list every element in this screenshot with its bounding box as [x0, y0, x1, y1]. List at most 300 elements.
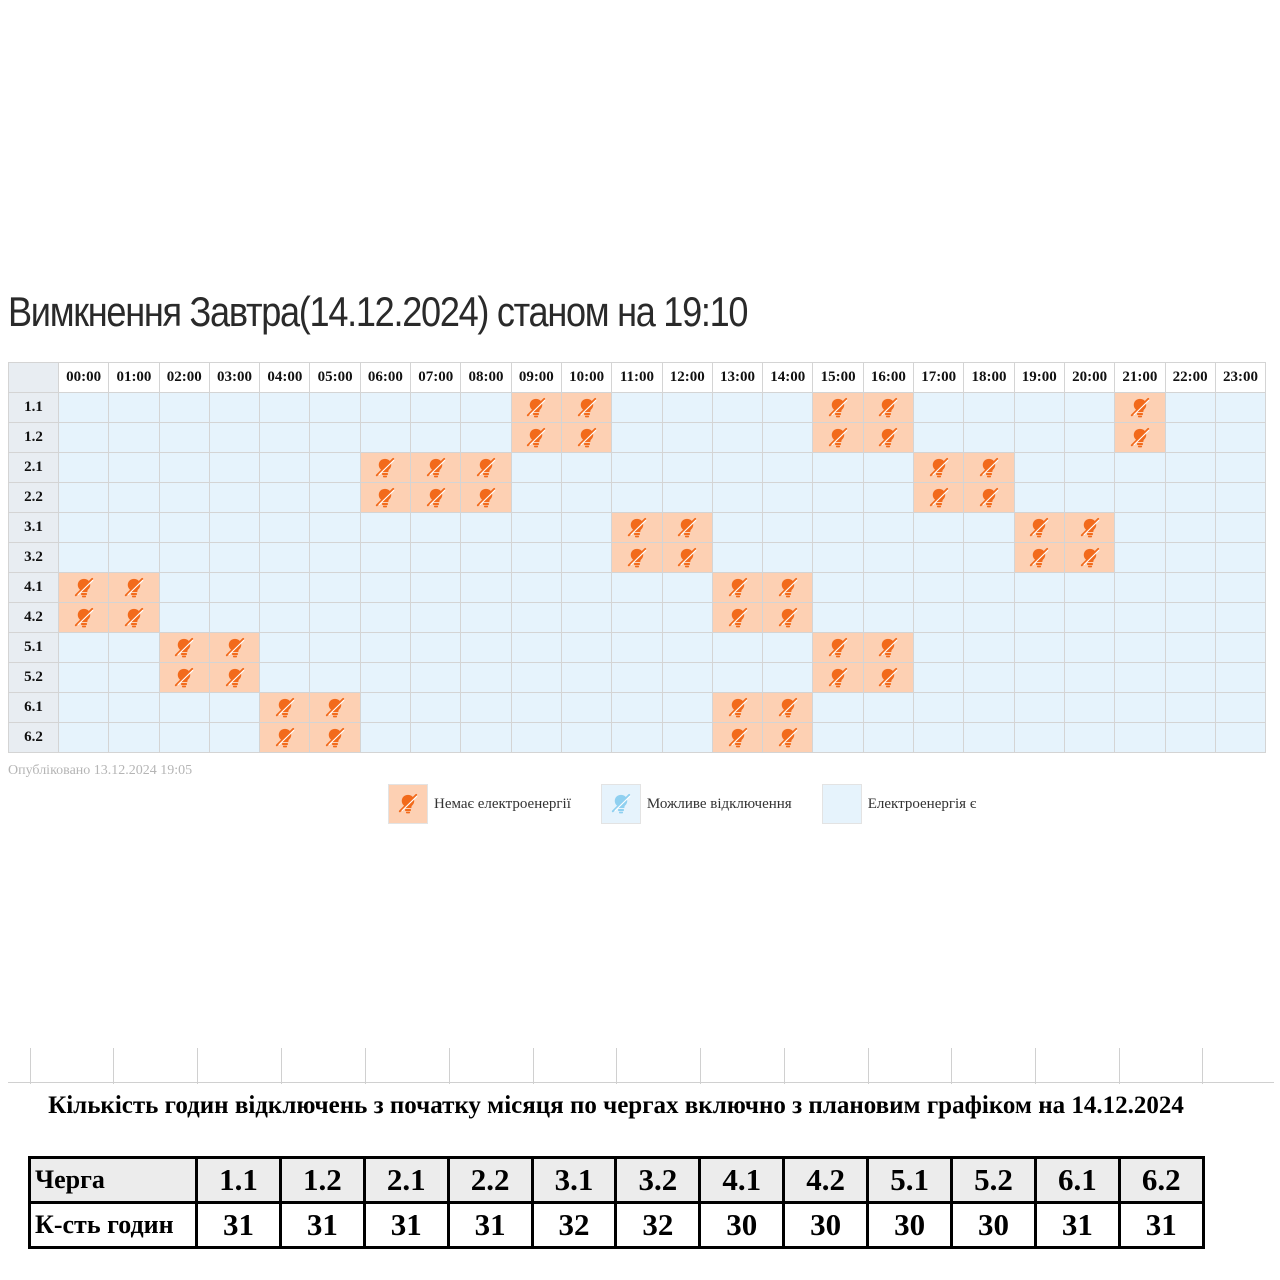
power-on-cell: [612, 693, 662, 723]
hour-header: 06:00: [360, 363, 410, 393]
legend-item: [388, 784, 571, 824]
power-on-cell: [863, 603, 913, 633]
spreadsheet-gridline: [281, 1048, 282, 1084]
power-on-cell: [1165, 513, 1215, 543]
spreadsheet-gridline: [1119, 1048, 1120, 1084]
power-on-cell: [1165, 453, 1215, 483]
queue-label: 5.2: [9, 663, 59, 693]
queue-row: [9, 393, 1266, 423]
power-on-cell: [310, 453, 360, 483]
power-on-cell: [411, 573, 461, 603]
power-on-cell: [712, 543, 762, 573]
outage-cell: [260, 723, 310, 753]
bulb-off-icon: [425, 487, 447, 509]
spreadsheet-gridline: [365, 1048, 366, 1084]
power-on-cell: [763, 483, 813, 513]
spreadsheet-gridline: [113, 1048, 114, 1084]
outage-cell: [813, 393, 863, 423]
power-on-cell: [813, 603, 863, 633]
power-on-cell: [461, 723, 511, 753]
power-on-cell: [964, 393, 1014, 423]
power-on-cell: [964, 513, 1014, 543]
outage-schedule-table: [8, 362, 1266, 753]
power-on-cell: [1064, 483, 1114, 513]
outage-cell: [1064, 513, 1114, 543]
spreadsheet-gridline: [1035, 1048, 1036, 1084]
power-on-cell: [1115, 633, 1165, 663]
power-on-cell: [411, 543, 461, 573]
power-on-cell: [561, 483, 611, 513]
power-on-cell: [1165, 423, 1215, 453]
power-on-cell: [1215, 573, 1265, 603]
power-on-cell: [914, 723, 964, 753]
power-on-cell: [1064, 723, 1114, 753]
outage-cell: [1014, 513, 1064, 543]
power-on-cell: [612, 723, 662, 753]
summary-queue-cell: 4.2: [784, 1158, 868, 1203]
hour-header: 13:00: [712, 363, 762, 393]
power-on-cell: [59, 693, 109, 723]
summary-hours-row: [30, 1203, 1204, 1248]
hour-header: 01:00: [109, 363, 159, 393]
summary-title: Кількість годин відключень з початку місяця по чергах включно з плановим графіком на 14.12.2024: [48, 1092, 1184, 1119]
bulb-off-icon: [576, 397, 598, 419]
hour-header: 05:00: [310, 363, 360, 393]
power-on-cell: [763, 453, 813, 483]
bulb-off-icon: [727, 607, 749, 629]
bulb-off-icon: [274, 727, 296, 749]
outage-cell: [159, 633, 209, 663]
power-on-cell: [863, 543, 913, 573]
bulb-off-icon: [978, 487, 1000, 509]
bulb-maybe-icon: [610, 793, 632, 815]
power-on-cell: [1014, 663, 1064, 693]
power-on-cell: [109, 663, 159, 693]
bulb-off-icon: [374, 487, 396, 509]
queue-label: 1.1: [9, 393, 59, 423]
outage-cell: [1115, 423, 1165, 453]
power-on-cell: [209, 453, 259, 483]
power-on-cell: [511, 543, 561, 573]
outage-cell: [461, 483, 511, 513]
bulb-off-icon: [928, 487, 950, 509]
bulb-off-icon: [727, 727, 749, 749]
power-on-cell: [712, 663, 762, 693]
queue-label: 3.1: [9, 513, 59, 543]
bulb-off-icon: [1079, 517, 1101, 539]
queue-label: 4.1: [9, 573, 59, 603]
power-on-cell: [1215, 483, 1265, 513]
summary-queue-cell: 1.1: [197, 1158, 281, 1203]
summary-queue-cell: 3.2: [616, 1158, 700, 1203]
summary-table: [28, 1156, 1205, 1249]
outage-cell: [360, 483, 410, 513]
power-on-cell: [310, 633, 360, 663]
bulb-off-icon: [173, 637, 195, 659]
bulb-off-icon: [877, 637, 899, 659]
schedule-corner-cell: [9, 363, 59, 393]
summary-queue-cell: 6.1: [1035, 1158, 1119, 1203]
power-on-cell: [1014, 603, 1064, 633]
power-on-cell: [209, 693, 259, 723]
page-title: Вимкнення Завтра(14.12.2024) станом на 19:10: [8, 288, 748, 335]
power-on-cell: [964, 693, 1014, 723]
spreadsheet-gridline: [951, 1048, 952, 1084]
bulb-off-icon: [777, 727, 799, 749]
outage-cell: [863, 423, 913, 453]
summary-queue-cell: 2.2: [448, 1158, 532, 1203]
power-on-cell: [914, 603, 964, 633]
power-on-cell: [209, 423, 259, 453]
power-on-cell: [360, 393, 410, 423]
power-on-cell: [59, 423, 109, 453]
spreadsheet-gridline: [30, 1048, 31, 1084]
queue-row: [9, 693, 1266, 723]
power-on-cell: [159, 693, 209, 723]
bulb-off-icon: [576, 427, 598, 449]
power-on-cell: [411, 513, 461, 543]
power-on-cell: [1064, 453, 1114, 483]
summary-queue-cell: 6.2: [1119, 1158, 1203, 1203]
power-on-cell: [109, 423, 159, 453]
power-on-cell: [561, 453, 611, 483]
bulb-off-icon: [525, 397, 547, 419]
power-on-cell: [1165, 663, 1215, 693]
power-on-cell: [1215, 663, 1265, 693]
power-on-cell: [964, 423, 1014, 453]
power-on-cell: [1215, 723, 1265, 753]
power-on-cell: [662, 573, 712, 603]
queue-label: 1.2: [9, 423, 59, 453]
power-on-cell: [1115, 513, 1165, 543]
bulb-off-icon: [676, 547, 698, 569]
bulb-off-icon: [173, 667, 195, 689]
bulb-off-icon: [1028, 547, 1050, 569]
power-on-cell: [209, 723, 259, 753]
queue-row: [9, 423, 1266, 453]
legend-label: Можливе відключення: [646, 795, 792, 812]
summary-queue-row-label: Черга: [30, 1158, 197, 1203]
power-on-cell: [1014, 483, 1064, 513]
power-on-cell: [561, 513, 611, 543]
outage-cell: [763, 573, 813, 603]
power-on-cell: [863, 573, 913, 603]
power-on-cell: [612, 483, 662, 513]
power-on-cell: [209, 603, 259, 633]
queue-row: [9, 453, 1266, 483]
power-on-cell: [964, 603, 1014, 633]
power-on-cell: [360, 633, 410, 663]
outage-cell: [712, 723, 762, 753]
power-on-cell: [914, 423, 964, 453]
power-on-cell: [461, 543, 511, 573]
power-on-cell: [461, 633, 511, 663]
outage-cell: [159, 663, 209, 693]
outage-cell: [59, 603, 109, 633]
power-on-cell: [411, 393, 461, 423]
power-on-cell: [159, 723, 209, 753]
power-on-cell: [511, 693, 561, 723]
power-on-cell: [662, 633, 712, 663]
power-on-cell: [411, 633, 461, 663]
power-on-cell: [561, 663, 611, 693]
queue-label: 2.1: [9, 453, 59, 483]
power-on-cell: [1064, 393, 1114, 423]
power-on-cell: [1215, 543, 1265, 573]
power-on-cell: [1215, 453, 1265, 483]
queue-row: [9, 663, 1266, 693]
outage-cell: [411, 453, 461, 483]
summary-hours-cell: 30: [700, 1203, 784, 1248]
power-on-cell: [360, 693, 410, 723]
power-on-cell: [59, 633, 109, 663]
bulb-off-icon: [626, 517, 648, 539]
power-on-cell: [712, 513, 762, 543]
power-on-cell: [260, 453, 310, 483]
hour-header: 14:00: [763, 363, 813, 393]
power-on-cell: [1215, 693, 1265, 723]
power-on-cell: [159, 393, 209, 423]
power-on-cell: [461, 693, 511, 723]
power-on-cell: [1165, 693, 1215, 723]
power-on-cell: [109, 633, 159, 663]
queue-row: [9, 573, 1266, 603]
power-on-cell: [612, 633, 662, 663]
power-on-cell: [813, 693, 863, 723]
power-on-cell: [310, 663, 360, 693]
power-on-cell: [1014, 633, 1064, 663]
power-on-cell: [411, 723, 461, 753]
outage-cell: [712, 573, 762, 603]
power-on-cell: [964, 573, 1014, 603]
summary-hours-row-label: К-сть годин: [30, 1203, 197, 1248]
power-on-cell: [260, 603, 310, 633]
spreadsheet-gridline: [868, 1048, 869, 1084]
power-on-cell: [612, 453, 662, 483]
hour-header: 09:00: [511, 363, 561, 393]
spreadsheet-gridline: [700, 1048, 701, 1084]
power-on-cell: [863, 453, 913, 483]
queue-row: [9, 483, 1266, 513]
power-on-cell: [1215, 603, 1265, 633]
power-on-cell: [310, 543, 360, 573]
bulb-off-icon: [1028, 517, 1050, 539]
power-on-cell: [159, 513, 209, 543]
power-on-cell: [612, 603, 662, 633]
outage-cell: [310, 723, 360, 753]
summary-hours-cell: 31: [448, 1203, 532, 1248]
bulb-off-icon: [475, 457, 497, 479]
power-on-cell: [260, 543, 310, 573]
power-on-cell: [1115, 543, 1165, 573]
power-on-cell: [461, 393, 511, 423]
power-on-cell: [813, 453, 863, 483]
power-on-cell: [964, 633, 1014, 663]
power-on-cell: [612, 423, 662, 453]
outage-cell: [863, 663, 913, 693]
outage-cell: [59, 573, 109, 603]
power-on-cell: [411, 603, 461, 633]
hour-header: 12:00: [662, 363, 712, 393]
power-on-cell: [662, 393, 712, 423]
power-on-cell: [360, 543, 410, 573]
queue-label: 6.2: [9, 723, 59, 753]
power-on-cell: [310, 513, 360, 543]
spreadsheet-gridline: [784, 1048, 785, 1084]
summary-hours-cell: 31: [1035, 1203, 1119, 1248]
power-on-cell: [209, 573, 259, 603]
outage-cell: [712, 693, 762, 723]
power-on-cell: [411, 663, 461, 693]
spreadsheet-gridline: [616, 1048, 617, 1084]
power-on-cell: [813, 513, 863, 543]
bulb-off-icon: [224, 637, 246, 659]
power-on-cell: [59, 663, 109, 693]
bulb-off-icon: [877, 427, 899, 449]
bulb-off-icon: [877, 397, 899, 419]
outage-cell: [863, 633, 913, 663]
power-on-cell: [511, 723, 561, 753]
power-on-cell: [360, 723, 410, 753]
summary-hours-cell: 30: [952, 1203, 1036, 1248]
legend-label: Немає електроенергії: [434, 795, 571, 812]
power-on-cell: [260, 483, 310, 513]
power-on-cell: [461, 513, 511, 543]
power-on-cell: [612, 573, 662, 603]
power-on-cell: [612, 663, 662, 693]
power-on-cell: [863, 483, 913, 513]
queue-row: [9, 513, 1266, 543]
outage-cell: [863, 393, 913, 423]
power-on-cell: [813, 723, 863, 753]
summary-hours-cell: 30: [868, 1203, 952, 1248]
hour-header: 19:00: [1014, 363, 1064, 393]
queue-label: 6.1: [9, 693, 59, 723]
power-on-cell: [310, 483, 360, 513]
summary-queue-cell: 5.1: [868, 1158, 952, 1203]
outage-cell: [109, 573, 159, 603]
power-on-cell: [561, 633, 611, 663]
power-on-cell: [461, 663, 511, 693]
power-on-cell: [109, 453, 159, 483]
bulb-off-icon: [626, 547, 648, 569]
power-on-cell: [109, 693, 159, 723]
bulb-off-icon: [827, 397, 849, 419]
queue-row: [9, 633, 1266, 663]
legend-label: Електроенергія є: [867, 795, 977, 812]
legend-swatch: [601, 784, 641, 824]
bulb-off-icon: [1079, 547, 1101, 569]
power-on-cell: [712, 633, 762, 663]
power-on-cell: [461, 423, 511, 453]
bulb-off-icon: [827, 427, 849, 449]
power-on-cell: [1115, 723, 1165, 753]
power-on-cell: [561, 723, 611, 753]
power-on-cell: [109, 483, 159, 513]
power-on-cell: [109, 723, 159, 753]
power-on-cell: [159, 453, 209, 483]
power-on-cell: [1165, 633, 1215, 663]
power-on-cell: [511, 663, 561, 693]
power-on-cell: [360, 513, 410, 543]
outage-cell: [612, 513, 662, 543]
power-on-cell: [310, 423, 360, 453]
power-on-cell: [360, 423, 410, 453]
power-on-cell: [1215, 423, 1265, 453]
power-on-cell: [59, 513, 109, 543]
power-on-cell: [59, 543, 109, 573]
power-on-cell: [59, 453, 109, 483]
power-on-cell: [360, 603, 410, 633]
queue-label: 5.1: [9, 633, 59, 663]
hour-header: 16:00: [863, 363, 913, 393]
bulb-off-icon: [676, 517, 698, 539]
hour-header: 15:00: [813, 363, 863, 393]
power-on-cell: [159, 543, 209, 573]
power-on-cell: [914, 693, 964, 723]
power-on-cell: [863, 513, 913, 543]
bulb-off-icon: [397, 793, 419, 815]
power-on-cell: [813, 543, 863, 573]
power-on-cell: [1115, 453, 1165, 483]
outage-cell: [561, 393, 611, 423]
outage-cell: [763, 723, 813, 753]
outage-cell: [511, 393, 561, 423]
outage-cell: [914, 483, 964, 513]
power-on-cell: [914, 543, 964, 573]
power-on-cell: [1115, 663, 1165, 693]
hour-header: 11:00: [612, 363, 662, 393]
outage-cell: [209, 663, 259, 693]
outage-cell: [561, 423, 611, 453]
outage-cell: [360, 453, 410, 483]
summary-hours-cell: 32: [616, 1203, 700, 1248]
power-on-cell: [914, 573, 964, 603]
summary-hours-cell: 32: [532, 1203, 616, 1248]
summary-queue-cell: 4.1: [700, 1158, 784, 1203]
bulb-off-icon: [1129, 427, 1151, 449]
power-on-cell: [964, 663, 1014, 693]
queue-row: [9, 603, 1266, 633]
hour-header: 18:00: [964, 363, 1014, 393]
power-on-cell: [109, 513, 159, 543]
outage-cell: [109, 603, 159, 633]
power-on-cell: [59, 393, 109, 423]
power-on-cell: [662, 453, 712, 483]
power-on-cell: [511, 603, 561, 633]
legend: [388, 784, 1006, 824]
power-on-cell: [662, 423, 712, 453]
power-on-cell: [1215, 513, 1265, 543]
power-on-cell: [712, 483, 762, 513]
power-on-cell: [511, 453, 561, 483]
power-on-cell: [964, 723, 1014, 753]
power-on-cell: [813, 573, 863, 603]
hour-header: 22:00: [1165, 363, 1215, 393]
power-on-cell: [1165, 723, 1215, 753]
spreadsheet-gridline: [533, 1048, 534, 1084]
summary-hours-cell: 30: [784, 1203, 868, 1248]
power-on-cell: [712, 423, 762, 453]
bulb-off-icon: [928, 457, 950, 479]
outage-cell: [209, 633, 259, 663]
bulb-off-icon: [123, 577, 145, 599]
power-on-cell: [59, 483, 109, 513]
bulb-off-icon: [877, 667, 899, 689]
power-on-cell: [712, 453, 762, 483]
power-on-cell: [461, 573, 511, 603]
power-on-cell: [159, 423, 209, 453]
